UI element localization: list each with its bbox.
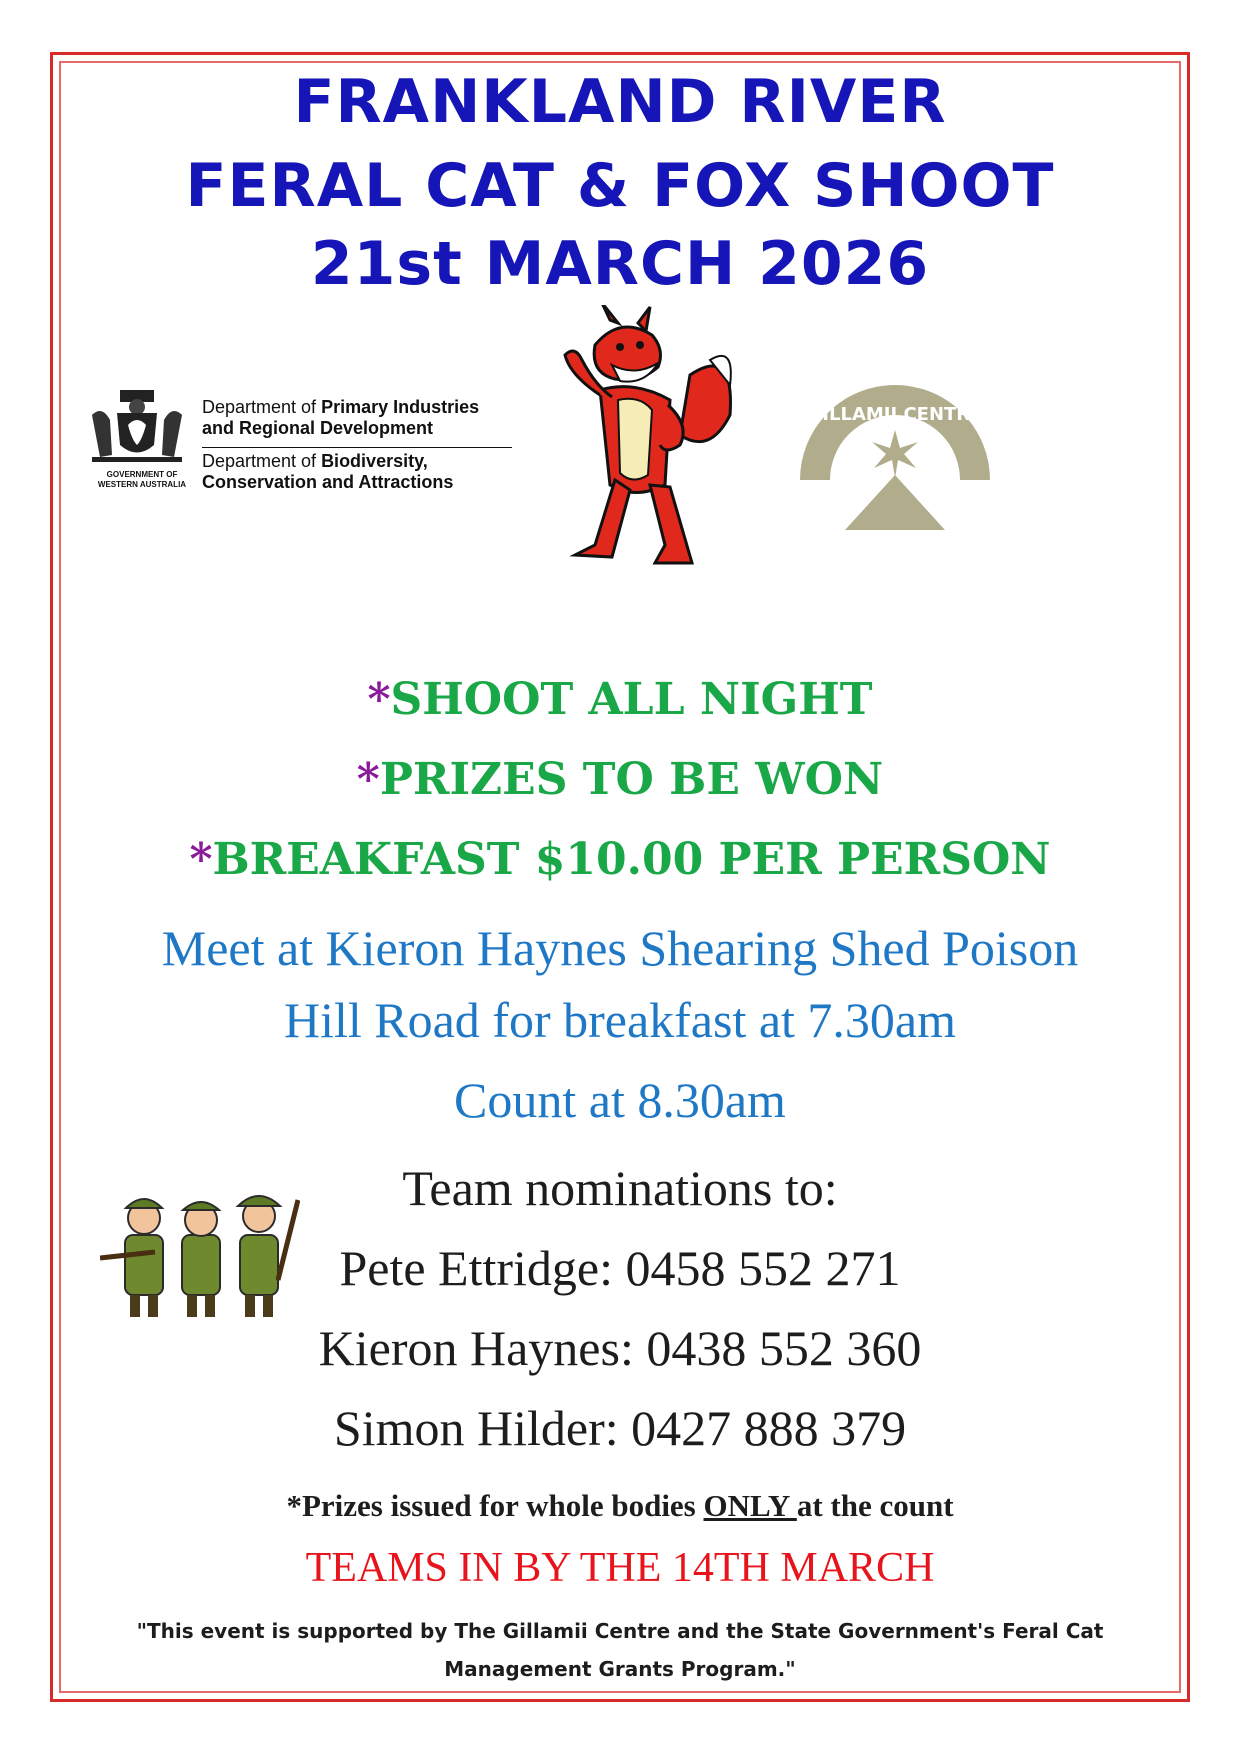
bullet-breakfast — [60, 830, 1180, 890]
bullet-star: * — [189, 834, 213, 885]
bullet-prizes — [60, 750, 1180, 810]
bullet-text: BREAKFAST $10.00 PER PERSON — [212, 834, 1051, 885]
dept2-name-b: Conservation and Attractions — [202, 472, 454, 492]
title-line-2: FERAL CAT & FOX SHOOT — [185, 151, 1055, 221]
dept1-name-b: and Regional Development — [202, 418, 434, 438]
gov-divider — [202, 447, 512, 448]
meet-line-1: Meet at Kieron Haynes Shearing Shed Poison — [161, 920, 1079, 976]
prizes-note-text: *Prizes issued for whole bodies — [286, 1488, 704, 1523]
contact-kieron-haynes: Kieron Haynes: 0438 552 360 — [318, 1320, 922, 1376]
bullet-shoot-all-night — [60, 670, 1180, 730]
contact-pete-ettridge: Pete Ettridge: 0458 552 271 — [339, 1240, 901, 1296]
gov-caption — [82, 470, 202, 490]
dept1-name-a: Primary Industries — [321, 397, 480, 417]
contact-simon-hilder: Simon Hilder: 0427 888 379 — [333, 1400, 907, 1456]
bullet-text: PRIZES TO BE WON — [379, 754, 884, 805]
title-line-1: FRANKLAND RIVER — [293, 67, 947, 137]
footer-line-1: "This event is supported by The Gillamii Centre and the State Government's Feral Cat — [136, 1619, 1104, 1643]
gov-dept-text — [202, 397, 479, 493]
dept2-prefix: Department of — [202, 451, 322, 471]
footer-line-2: Management Grants Program." — [444, 1657, 796, 1681]
gov-caption-line-1: GOVERNMENT OF — [106, 470, 178, 479]
government-logo-block — [82, 385, 522, 495]
wa-crest-icon — [82, 385, 192, 470]
prizes-note-emphasis: ONLY — [703, 1488, 797, 1523]
fox-mascot-icon — [540, 305, 740, 575]
team-nominations-heading: Team nominations to: — [402, 1160, 838, 1216]
dept1-line-1 — [202, 397, 479, 418]
dept2-name-a: Biodiversity, — [321, 451, 428, 471]
dept1-prefix: Department of — [202, 397, 322, 417]
dept2-line-2 — [202, 472, 479, 493]
gillamii-logo-text: GILLAMII CENTRE — [807, 404, 983, 425]
gillamii-centre-logo — [800, 350, 990, 530]
meet-line-2: Hill Road for breakfast at 7.30am — [283, 992, 957, 1048]
dept2-line-1 — [202, 451, 479, 472]
count-time: Count at 8.30am — [454, 1072, 786, 1128]
bullet-star: * — [356, 754, 380, 805]
gov-caption-line-2: WESTERN AUSTRALIA — [97, 480, 187, 489]
prizes-note — [60, 1488, 1180, 1524]
title-line-3: 21st MARCH 2026 — [310, 229, 930, 299]
prizes-note-text-end: at the count — [796, 1488, 954, 1523]
bullet-star: * — [367, 674, 391, 725]
teams-deadline: TEAMS IN BY THE 14TH MARCH — [305, 1545, 935, 1591]
bullet-text: SHOOT ALL NIGHT — [390, 674, 873, 725]
dept1-line-2 — [202, 418, 479, 439]
